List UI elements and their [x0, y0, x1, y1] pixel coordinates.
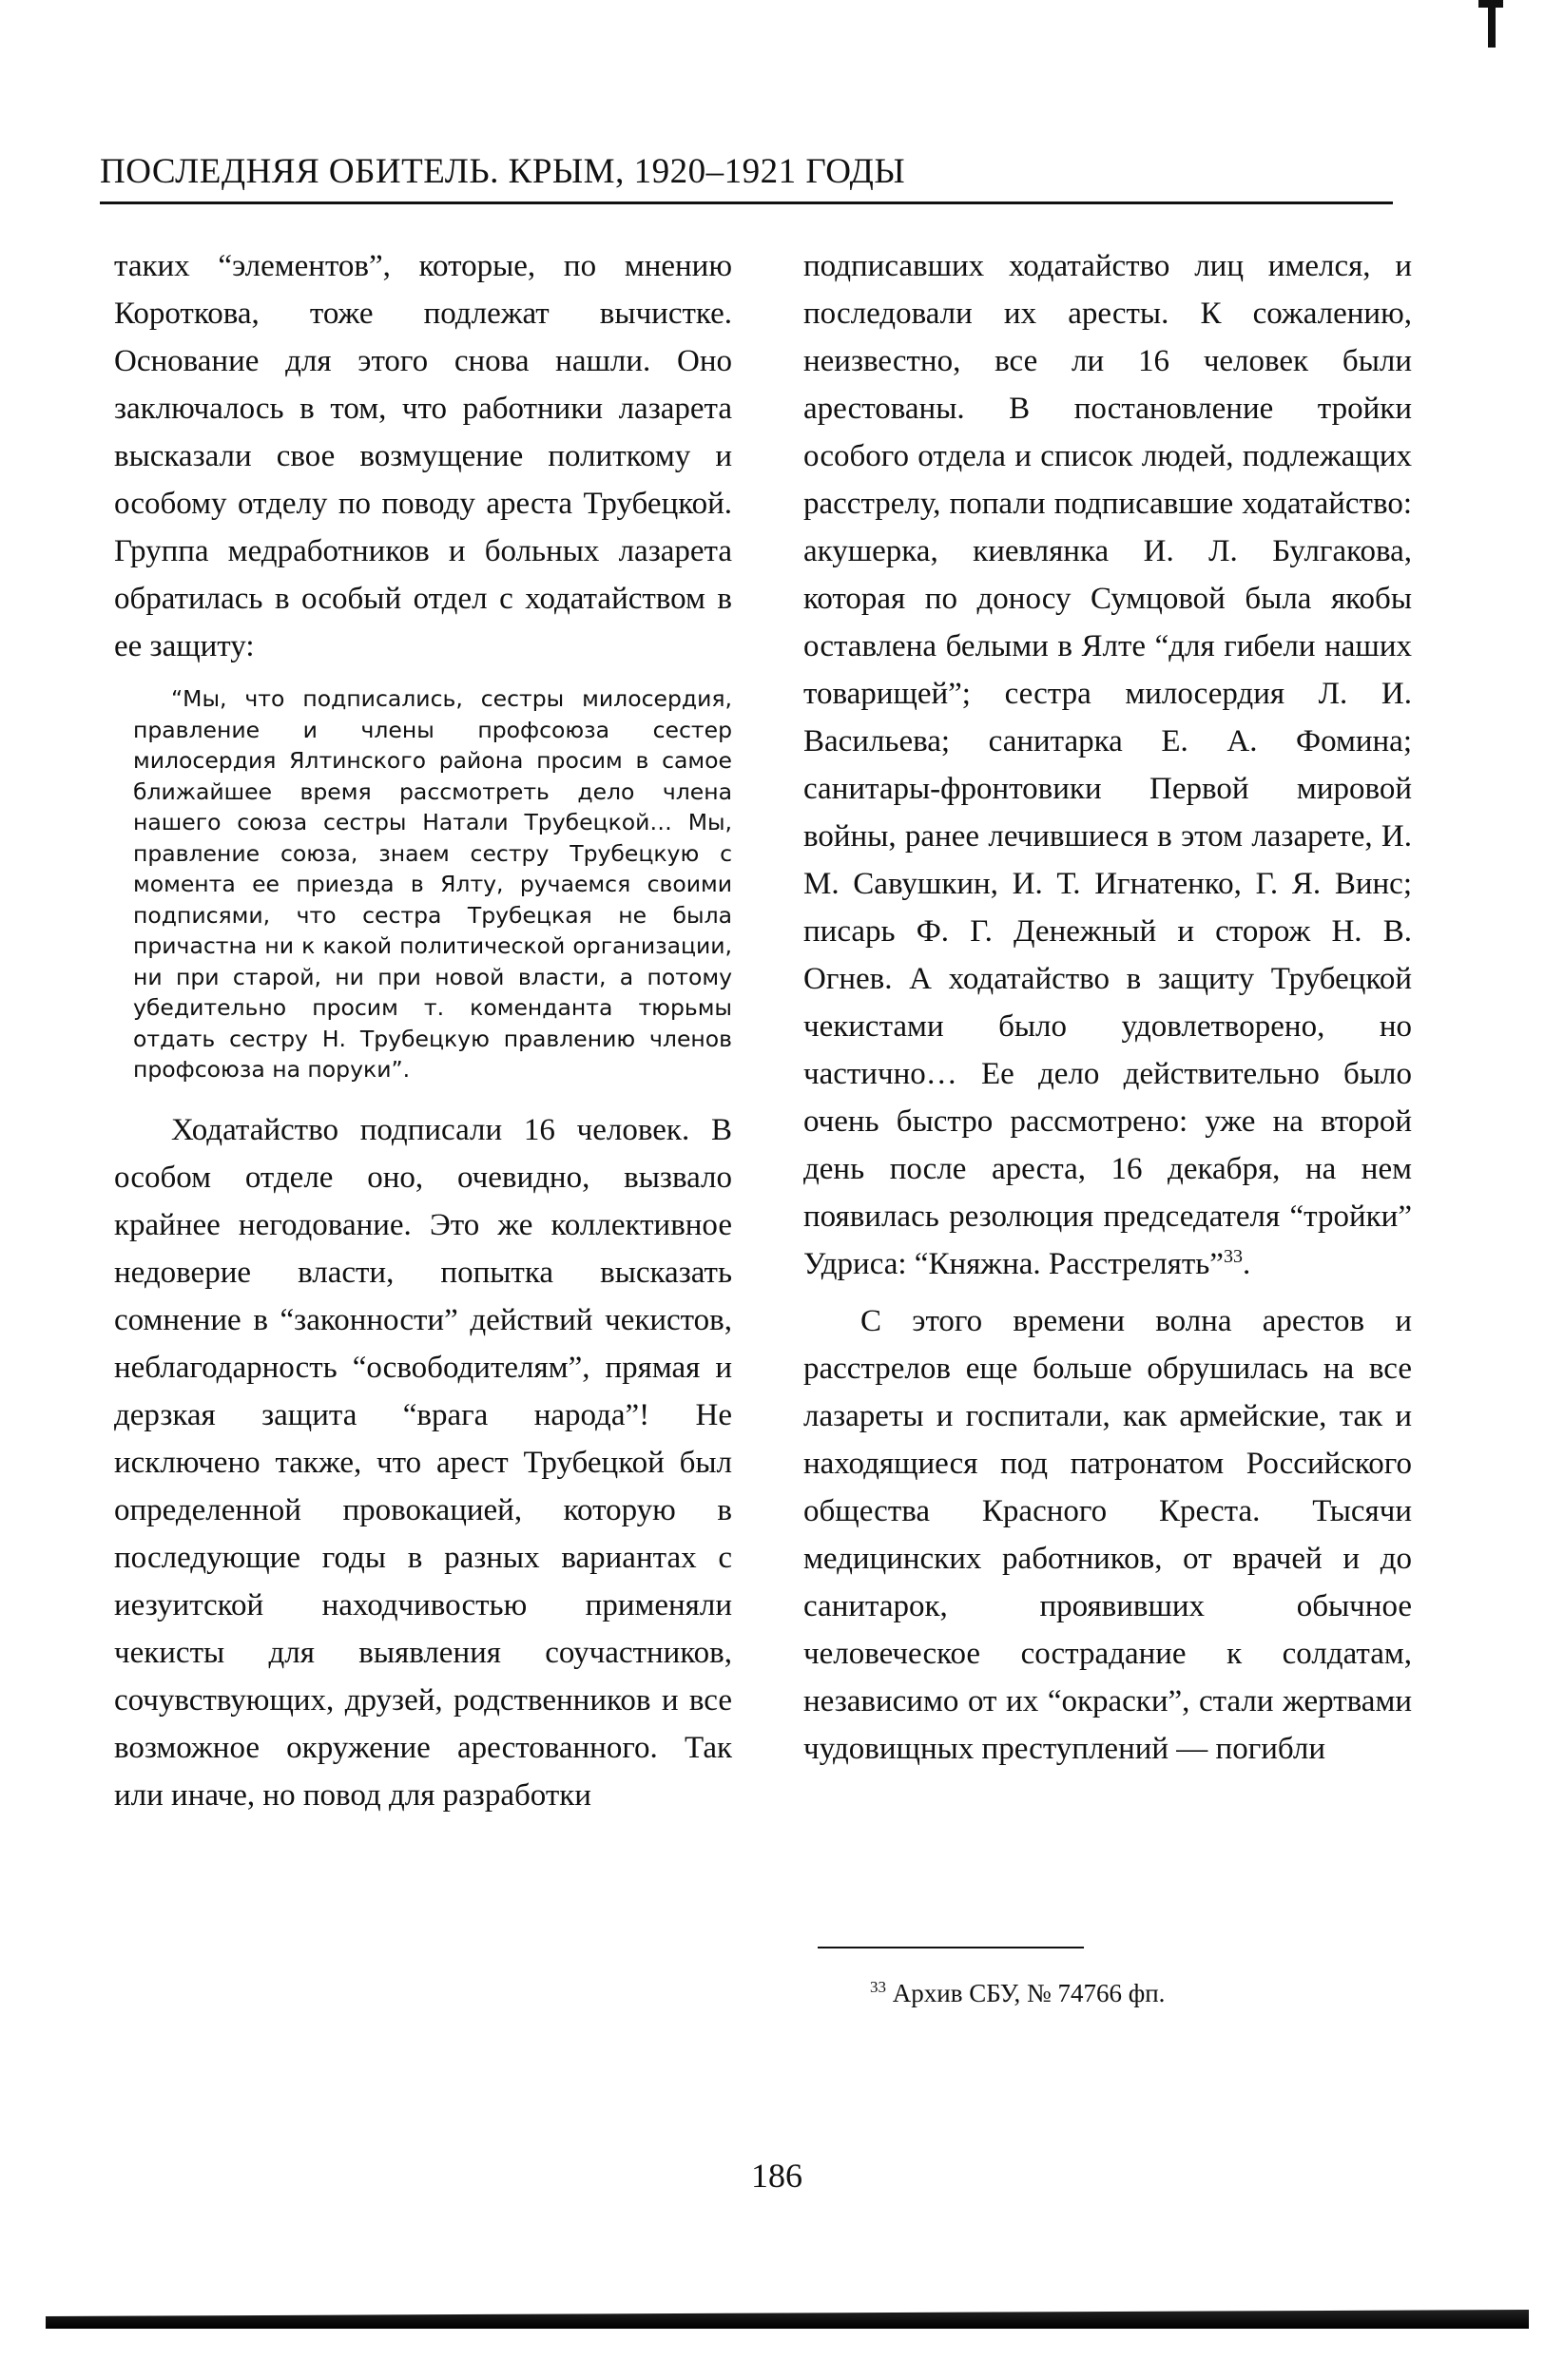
footnote-text: Архив СБУ, № 74766 фп. [886, 1979, 1166, 2007]
left-paragraph-2: Ходатайство подписали 16 человек. В особом отделе оно, очевидно, вызвало крайнее негодование. Это же коллективное недоверие власти, попытка высказать сомнение в “законности” действий чекистов, неблагодарность “освободителям”, прямая и дерзкая защита “врага народа”! Не исключено также, что арест Трубецкой был определенной провокацией, которую в последующие годы в разных вариантах с иезуитской находчивостью применяли чекисты для выявления соучастников, сочувствующих, друзей, родственников и все возможное окружение арестованного. Так или иначе, но повод для разработки [114, 1112, 732, 1813]
scan-edge-bar [46, 2310, 1529, 2329]
page-number: 186 [751, 2157, 802, 2195]
footnote-reference[interactable]: 33 [1223, 1246, 1243, 1267]
corner-scan-mark-top [1478, 0, 1503, 8]
footnote [870, 1979, 1165, 2008]
right-paragraph-2: С этого времени волна арестов и расстрелов еще больше обрушилась на все лазареты и госпитали, как армейские, так и находящиеся под патронатом Российского общества Красного Креста. Тысячи медицинских работников, от врачей и до санитарок, проявивших обычное человеческое сострадание к солдатам, независимо от их “окраски”, стали жертвами чудовищных преступлений — погибли [803, 1304, 1412, 1766]
right-paragraph-1-end: . [1242, 1247, 1251, 1281]
left-paragraph-1: таких “элементов”, которые, по мнению Короткова, тоже подлежат вычистке. Основание для этого снова нашли. Оно заключалось в том, что работники лазарета высказали свое возмущение политкому и особому отделу по поводу ареста Трубецкой. Группа медработников и больных лазарета обратилась в особый отдел с ходатайством в ее защиту: [114, 249, 732, 663]
right-paragraph-1-text: подписавших ходатайство лиц имелся, и последовали их аресты. К сожалению, неизвестно, все ли 16 человек были арестованы. В постановление тройки особого отдела и список людей, подлежащих расстрелу, попали подписавшие ходатайство: акушерка, киевлянка И. Л. Булгакова, которая по доносу Сумцовой была якобы оставлена белыми в Ялте “для гибели наших товарищей”; сестра милосердия Л. И. Васильева; санитарка Е. А. Фомина; санитары-фронтовики Первой мировой войны, ранее лечившиеся в этом лазарете, И. М. Савушкин, И. Т. Игнатенко, Г. Я. Винс; писарь Ф. Г. Денежный и сторож Н. В. Огнев. А ходатайство в защиту Трубецкой чекистами было удовлетворено, но частично… Ее дело действительно было очень быстро рассмотрено: уже на второй день после ареста, 16 декабря, на нем появилась резолюция председателя “тройки” Удриса: “Княжна. Расстрелять” [803, 249, 1412, 1281]
right-paragraph-1 [803, 242, 1412, 1288]
petition-quote: “Мы, что подписались, сестры милосердия, правление и члены профсоюза сестер милосердия Ялтинского района просим в самое ближайшее время рассмотреть дело члена нашего союза сестры Натали Трубецкой… Мы, правление союза, знаем сестру Трубецкую с момента ее приезда в Ялту, ручаемся своими подписями, что сестра Трубецкая не была причастна ни к какой политической организации, ни при старой, ни при новой власти, а потому убедительно просим т. коменданта тюрьмы отдать сестру Н. Трубецкую правлению членов профсоюза на поруки”. [133, 685, 732, 1083]
footnote-number: 33 [870, 1978, 886, 1996]
left-column [114, 242, 732, 1819]
footnote-divider [818, 1947, 1084, 1948]
running-head: ПОСЛЕДНЯЯ ОБИТЕЛЬ. КРЫМ, 1920–1921 ГОДЫ [100, 152, 1393, 204]
right-column [803, 242, 1412, 1773]
